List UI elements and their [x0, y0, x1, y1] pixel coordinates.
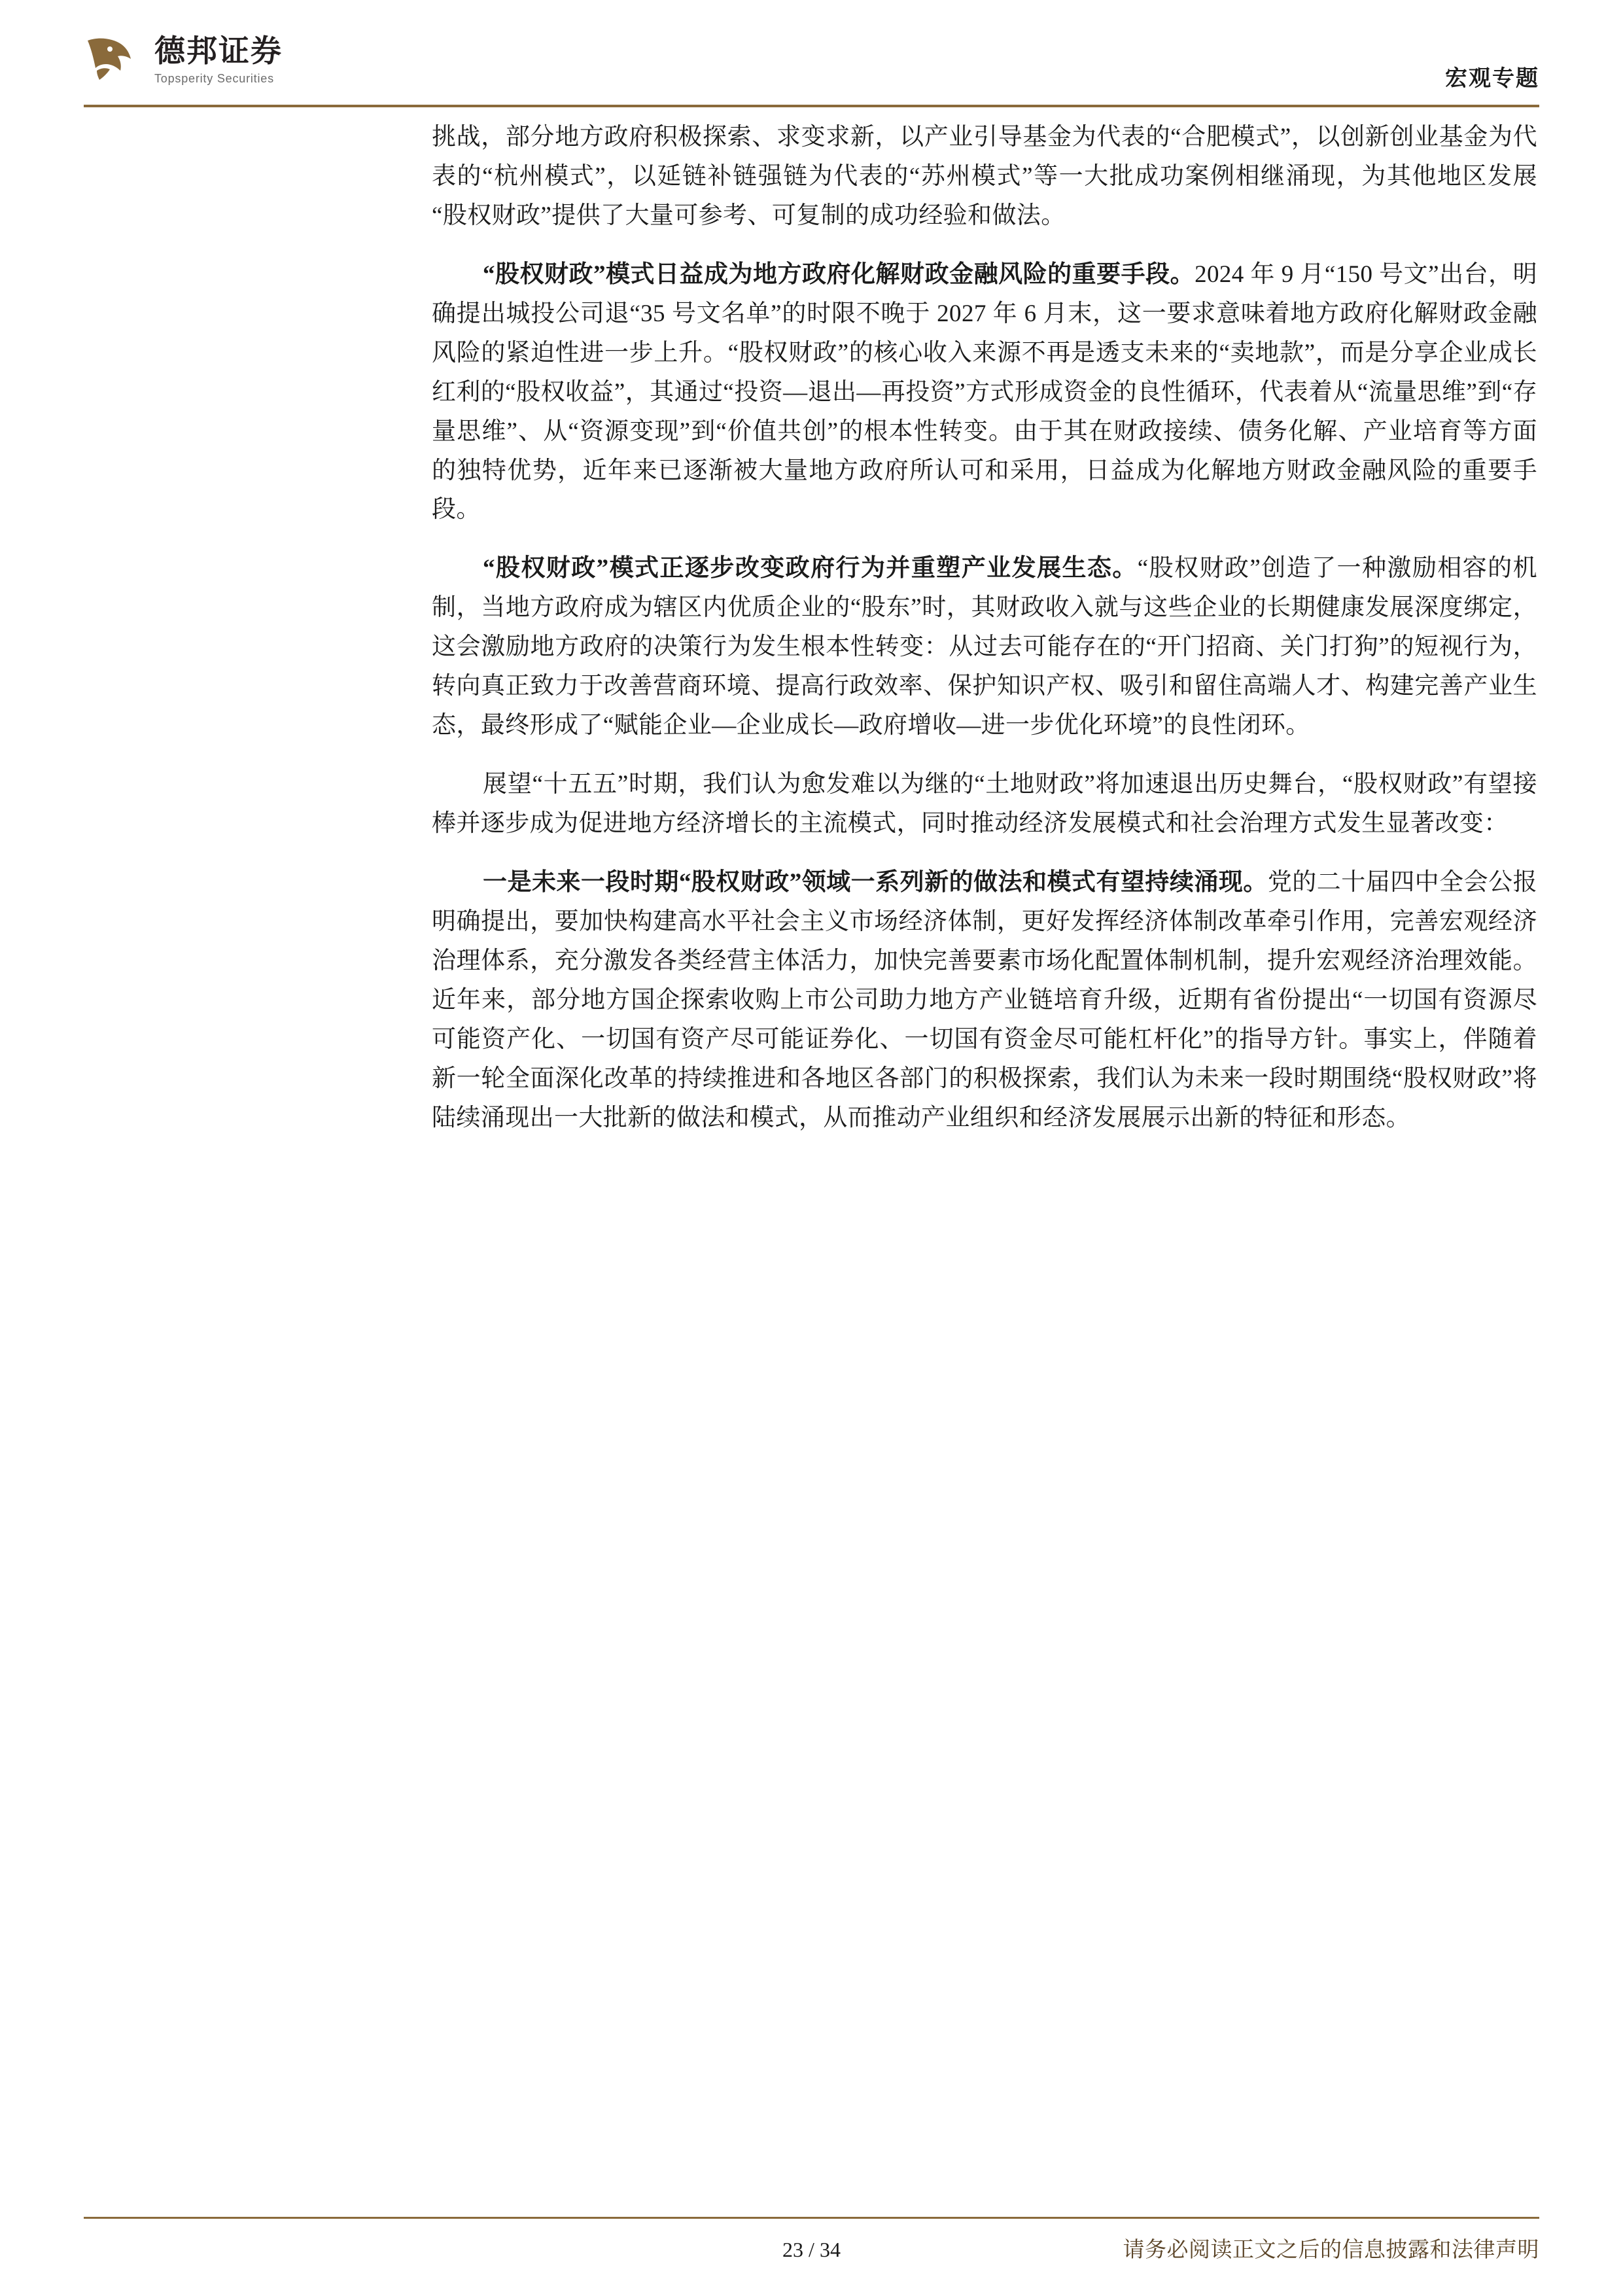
paragraph-1 — [432, 118, 1537, 236]
paragraph-text: “股权财政”创造了一种激励相容的机制，当地方政府成为辖区内优质企业的“股东”时，其财政收入就与这些企业的长期健康发展深度绑定，这会激励地方政府的决策行为发生根本性转变：从过去可能存在的“开门招商、关门打狗”的短视行为，转向真正致力于改善营商环境、提高行政效率、保护知识产权、吸引和留住高端人才、构建完善产业生态，最终形成了“赋能企业—企业成长—政府增收—进一步优化环境”的良性闭环。 — [432, 555, 1537, 739]
report-category-label: 宏观专题 — [1445, 66, 1539, 91]
paragraph-lead-bold: 一是未来一段时期“股权财政”领域一系列新的做法和模式有望持续涌现。 — [483, 868, 1268, 896]
document-body — [432, 118, 1537, 1157]
footer-disclaimer: 请务必阅读正文之后的信息披露和法律声明 — [1123, 2238, 1539, 2262]
page-number: 23 / 34 — [782, 2238, 841, 2261]
brand-name-cn: 德邦证券 — [154, 33, 283, 68]
brand-logo-text — [154, 35, 283, 84]
paragraph-text: 2024 年 9 月“150 号文”出台，明确提出城投公司退“35 号文名单”的时限不晚于 2027 年 6 月末，这一要求意味着地方政府化解财政金融风险的紧迫性进一步上升。“股权财政”的核心收入来源不再是透支未来的“卖地款”，而是分享企业成长红利的“股权收益”，其通过“投资—退出—再投资”方式形成资金的良性循环，代表着从“流量思维”到“存量思维”、从“资源变现”到“价值共创”的根本性转变。由于其在财政接续、债务化解、产业培育等方面的独特优势，近年来已逐渐被大量地方政府所认可和采用，日益成为化解地方财政金融风险的重要手段。 — [432, 260, 1537, 523]
paragraph-lead-bold: “股权财政”模式日益成为地方政府化解财政金融风险的重要手段。 — [483, 260, 1195, 288]
paragraph-text: 展望“十五五”时期，我们认为愈发难以为继的“土地财政”将加速退出历史舞台，“股权财政”有望接棒并逐步成为促进地方经济增长的主流模式，同时推动经济发展模式和社会治理方式发生显著改变： — [432, 771, 1537, 837]
paragraph-text: 挑战，部分地方政府积极探索、求变求新，以产业引导基金为代表的“合肥模式”，以创新创业基金为代表的“杭州模式”，以延链补链强链为代表的“苏州模式”等一大批成功案例相继涌现，为其他地区发展“股权财政”提供了大量可参考、可复制的成功经验和做法。 — [432, 124, 1537, 229]
paragraph-3 — [432, 549, 1537, 745]
paragraph-4 — [432, 765, 1537, 843]
paragraph-lead-bold: “股权财政”模式正逐步改变政府行为并重塑产业发展生态。 — [483, 555, 1138, 582]
topsperity-bull-logo-icon — [84, 31, 140, 88]
paragraph-2 — [432, 255, 1537, 530]
footer-divider — [84, 2217, 1539, 2219]
header-divider — [84, 105, 1539, 107]
brand-name-en: Topsperity Securities — [154, 71, 274, 85]
paragraph-5 — [432, 863, 1537, 1138]
brand-logo — [84, 31, 283, 88]
page-header — [0, 0, 1623, 115]
paragraph-text: 党的二十届四中全会公报明确提出，要加快构建高水平社会主义市场经济体制，更好发挥经济体制改革牵引作用，完善宏观经济治理体系，充分激发各类经营主体活力，加快完善要素市场化配置体制机制，提升宏观经济治理效能。近年来，部分地方国企探索收购上市公司助力地方产业链培育升级，近期有省份提出“一切国有资源尽可能资产化、一切国有资产尽可能证券化、一切国有资金尽可能杠杆化”的指导方针。事实上，伴随着新一轮全面深化改革的持续推进和各地区各部门的积极探索，我们认为未来一段时期围绕“股权财政”将陆续涌现出一大批新的做法和模式，从而推动产业组织和经济发展展示出新的特征和形态。 — [432, 868, 1538, 1131]
